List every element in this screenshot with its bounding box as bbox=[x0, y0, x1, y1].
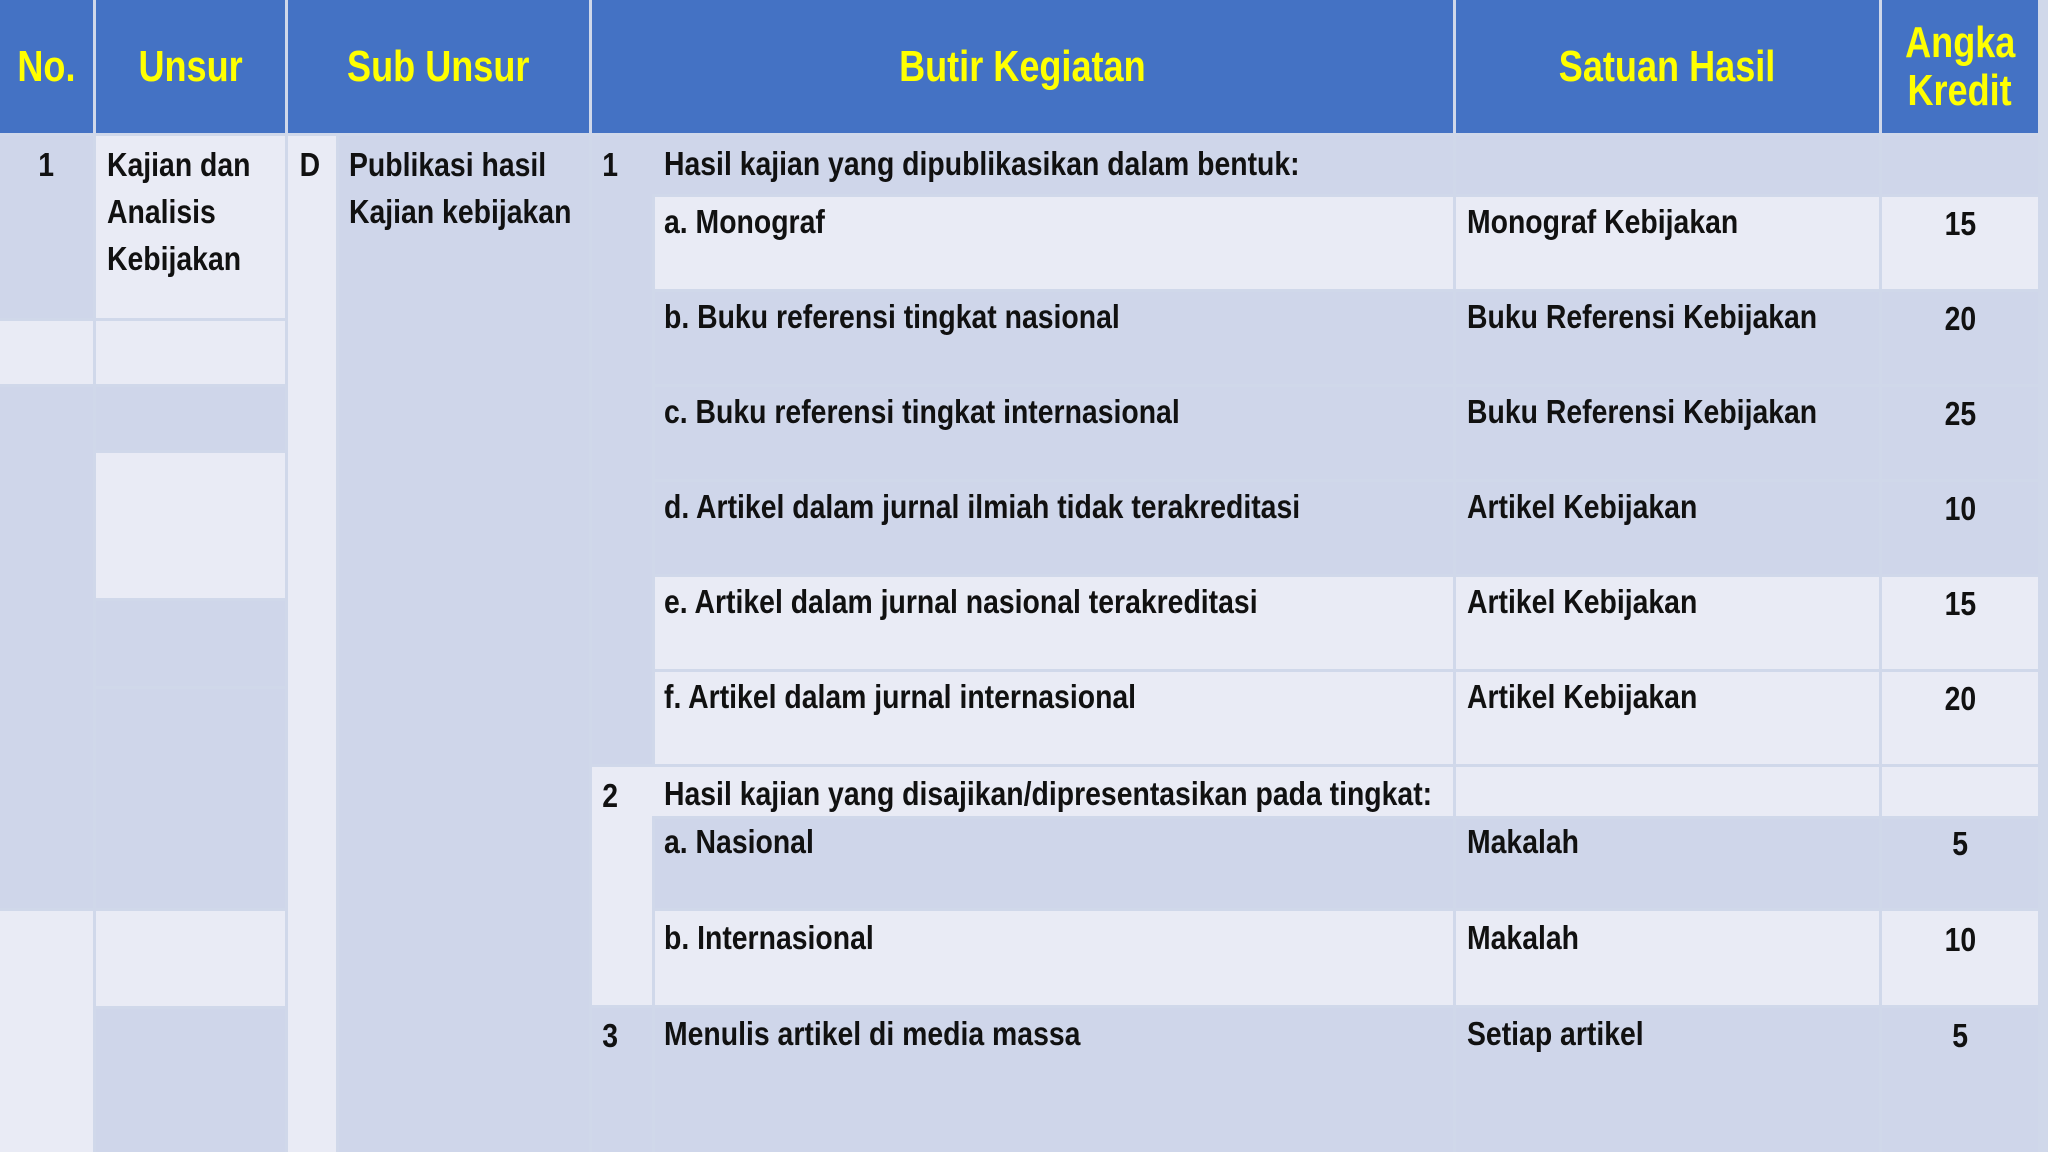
group3-number: 3 bbox=[602, 1017, 618, 1054]
item-satuan: Buku Referensi Kebijakan bbox=[1467, 393, 1818, 430]
group2-kredit-blank bbox=[1882, 767, 2038, 816]
unsur-blank-5 bbox=[96, 689, 285, 908]
group3-kredit: 5 bbox=[1952, 1017, 1968, 1054]
unsur-blank-2 bbox=[96, 387, 285, 450]
group1-kredit-blank bbox=[1882, 136, 2038, 194]
item-label: d. Artikel dalam jurnal ilmiah tidak terakreditasi bbox=[664, 488, 1301, 525]
item-label: f. Artikel dalam jurnal internasional bbox=[664, 678, 1137, 715]
item-satuan: Makalah bbox=[1467, 823, 1580, 860]
item-satuan: Artikel Kebijakan bbox=[1467, 488, 1698, 525]
group2-number: 2 bbox=[602, 777, 618, 814]
item-satuan: Buku Referensi Kebijakan bbox=[1467, 298, 1818, 335]
item-satuan: Artikel Kebijakan bbox=[1467, 678, 1698, 715]
group2-title: Hasil kajian yang disajikan/dipresentasikan pada tingkat: bbox=[664, 775, 1433, 812]
header-butir-kegiatan: Butir Kegiatan bbox=[592, 0, 1453, 133]
sub-unsur-cell bbox=[339, 136, 589, 1152]
item-kredit: 25 bbox=[1944, 395, 1976, 432]
item-kredit: 10 bbox=[1944, 490, 1976, 527]
item-satuan: Artikel Kebijakan bbox=[1467, 583, 1698, 620]
item-label: c. Buku referensi tingkat internasional bbox=[664, 393, 1180, 430]
item-kredit: 15 bbox=[1944, 585, 1976, 622]
no-cell-blank-3 bbox=[0, 911, 93, 1152]
group3-satuan: Setiap artikel bbox=[1467, 1015, 1644, 1052]
item-kredit: 5 bbox=[1952, 825, 1968, 862]
unsur-text-line-3: Kebijakan bbox=[107, 240, 242, 277]
item-kredit: 10 bbox=[1944, 921, 1976, 958]
sub-unsur-letter: D bbox=[299, 146, 321, 183]
item-kredit: 15 bbox=[1944, 205, 1976, 242]
header-sub-unsur: Sub Unsur bbox=[288, 0, 589, 133]
header-angka-kredit: Angka Kredit bbox=[1882, 0, 2038, 133]
unsur-blank-3 bbox=[96, 453, 285, 598]
unsur-text-line-2: Analisis bbox=[107, 193, 216, 230]
header-satuan-hasil: Satuan Hasil bbox=[1456, 0, 1879, 133]
unsur-blank-4 bbox=[96, 601, 285, 686]
header-no: No. bbox=[0, 0, 93, 133]
item-kredit: 20 bbox=[1944, 300, 1976, 337]
group1-satuan-blank bbox=[1456, 136, 1879, 194]
unsur-blank-1 bbox=[96, 321, 285, 384]
sub-letter-cell bbox=[288, 136, 336, 1152]
unsur-blank-6 bbox=[96, 911, 285, 1006]
item-label: b. Internasional bbox=[664, 919, 874, 956]
no-cell-blank-1 bbox=[0, 321, 93, 384]
item-label: b. Buku referensi tingkat nasional bbox=[664, 298, 1120, 335]
sub-unsur-text-line-2: Kajian kebijakan bbox=[349, 193, 572, 230]
item-label: a. Monograf bbox=[664, 203, 825, 240]
group1-number: 1 bbox=[602, 146, 618, 183]
butir-num-cell-1 bbox=[592, 136, 652, 764]
item-label: a. Nasional bbox=[664, 823, 814, 860]
item-label: e. Artikel dalam jurnal nasional terakreditasi bbox=[664, 583, 1258, 620]
row-number: 1 bbox=[38, 146, 55, 183]
item-satuan: Makalah bbox=[1467, 919, 1580, 956]
item-kredit: 20 bbox=[1944, 680, 1976, 717]
no-cell-blank-2 bbox=[0, 387, 93, 908]
sub-unsur-text-line-1: Publikasi hasil bbox=[349, 146, 547, 183]
unsur-blank-7 bbox=[96, 1009, 285, 1152]
unsur-text-line-1: Kajian dan bbox=[107, 146, 251, 183]
item-satuan: Monograf Kebijakan bbox=[1467, 203, 1739, 240]
group3-title: Menulis artikel di media massa bbox=[664, 1015, 1081, 1052]
header-unsur: Unsur bbox=[96, 0, 285, 133]
group1-title: Hasil kajian yang dipublikasikan dalam bentuk: bbox=[664, 145, 1300, 182]
